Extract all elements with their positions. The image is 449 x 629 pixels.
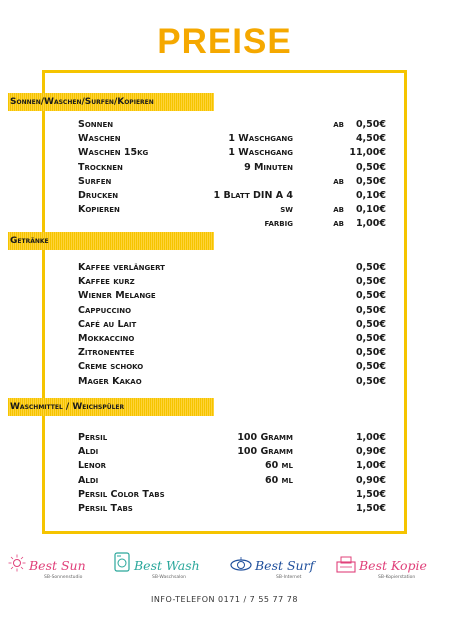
item-name: Trocknen — [78, 161, 123, 173]
price-row — [0, 218, 449, 232]
price-row — [0, 190, 449, 204]
price-row — [0, 347, 449, 361]
item-from-label: ab — [333, 175, 344, 187]
price-row — [0, 276, 449, 290]
item-price: 0,50€ — [355, 304, 386, 316]
item-name: Café au Lait — [78, 318, 137, 330]
section-heading: Waschmittel / Weichspüler — [10, 402, 125, 412]
price-row — [0, 204, 449, 218]
item-name: Mager Kakao — [78, 375, 142, 387]
item-name: Kaffee verlängert — [78, 262, 165, 273]
info-phone: INFO-TELEFON 0171 / 7 55 77 78 — [151, 595, 298, 604]
globe-icon — [230, 556, 252, 572]
item-price: 0,50€ — [355, 361, 386, 373]
item-price: 1,50€ — [355, 488, 386, 500]
price-row — [0, 432, 449, 446]
price-row — [0, 489, 449, 503]
item-price: 0,10€ — [355, 204, 386, 216]
item-price: 1,00€ — [355, 432, 386, 443]
item-price: 11,00€ — [349, 147, 386, 159]
item-price: 1,00€ — [355, 460, 386, 472]
item-price: 0,50€ — [355, 119, 386, 130]
item-from-label: ab — [333, 218, 344, 230]
item-name: Persil Color Tabs — [78, 488, 165, 500]
item-name: Zitronentee — [78, 347, 135, 359]
item-price: 0,50€ — [355, 290, 386, 302]
logo-best-sun — [8, 548, 110, 584]
item-detail: 60 ml — [265, 474, 293, 486]
item-detail: 100 Gramm — [237, 446, 293, 458]
logo-brand: Best Wash — [134, 558, 200, 573]
item-price: 0,50€ — [355, 175, 386, 187]
price-row — [0, 475, 449, 489]
item-name: Sonnen — [78, 119, 114, 130]
item-price: 0,90€ — [355, 474, 386, 486]
item-detail: 9 Minuten — [244, 161, 293, 173]
price-row — [0, 290, 449, 304]
price-row — [0, 162, 449, 176]
price-row — [0, 119, 449, 133]
price-row — [0, 133, 449, 147]
item-detail: farbig — [264, 218, 293, 230]
item-name: Cappuccino — [78, 304, 132, 316]
price-row — [0, 376, 449, 390]
price-row — [0, 333, 449, 347]
item-price: 1,50€ — [355, 503, 386, 514]
logo-brand: Best Kopie — [359, 558, 427, 573]
item-price: 0,50€ — [355, 161, 386, 173]
item-name: Aldi — [78, 446, 99, 458]
item-price: 1,00€ — [355, 218, 386, 230]
price-row — [0, 460, 449, 474]
price-row — [0, 446, 449, 460]
price-row — [0, 503, 449, 517]
item-price: 4,50€ — [355, 133, 386, 145]
item-price: 0,50€ — [355, 318, 386, 330]
logo-subtitle: SB-Kopierstation — [378, 575, 416, 580]
item-name: Drucken — [78, 190, 119, 201]
item-name: Surfen — [78, 175, 112, 187]
price-row — [0, 319, 449, 333]
item-price: 0,10€ — [355, 190, 386, 201]
item-detail: 1 Waschgang — [228, 133, 293, 145]
logo-subtitle: SB-Internet — [276, 575, 302, 580]
item-from-label: ab — [333, 204, 344, 216]
item-price: 0,50€ — [355, 347, 386, 359]
item-name: Wiener Melange — [78, 290, 156, 302]
price-row — [0, 305, 449, 319]
page-title: PREISE — [157, 22, 292, 61]
item-name: Kopieren — [78, 204, 120, 216]
logo-strip — [8, 548, 443, 584]
item-from-label: ab — [333, 119, 344, 130]
logo-best-kopie — [336, 548, 443, 584]
section-heading: Sonnen/Waschen/Surfen/Kopieren — [10, 97, 154, 107]
sun-icon — [8, 554, 26, 572]
item-name: Kaffee kurz — [78, 276, 135, 288]
item-name: Waschen — [78, 133, 121, 145]
item-name: Mokkaccino — [78, 333, 135, 344]
item-name: Aldi — [78, 474, 99, 486]
logo-brand: Best Surf — [255, 558, 315, 573]
price-row — [0, 176, 449, 190]
price-row — [0, 361, 449, 375]
item-detail: 1 Waschgang — [228, 147, 293, 159]
item-price: 0,50€ — [355, 333, 386, 344]
item-price: 0,50€ — [355, 262, 386, 273]
item-name: Persil Tabs — [78, 503, 133, 514]
price-row — [0, 262, 449, 276]
item-detail: 100 Gramm — [237, 432, 293, 443]
logo-brand: Best Sun — [29, 558, 86, 573]
item-price: 0,90€ — [355, 446, 386, 458]
copier-icon — [336, 556, 356, 574]
price-row — [0, 147, 449, 161]
item-name: Waschen 15kg — [78, 147, 149, 159]
logo-best-wash — [112, 548, 224, 584]
logo-best-surf — [230, 548, 330, 584]
item-detail: sw — [280, 204, 293, 216]
logo-subtitle: SB-Sonnenstudio — [44, 575, 83, 580]
item-price: 0,50€ — [355, 276, 386, 288]
item-price: 0,50€ — [355, 375, 386, 387]
washing-machine-icon — [114, 552, 130, 572]
logo-subtitle: SB-Waschsalon — [152, 575, 186, 580]
item-name: Lenor — [78, 460, 107, 472]
item-detail: 60 ml — [265, 460, 293, 472]
item-detail: 1 Blatt DIN A 4 — [213, 190, 293, 201]
section-heading: Getränke — [10, 236, 49, 246]
item-name: Creme schoko — [78, 361, 144, 373]
item-name: Persil — [78, 432, 108, 443]
